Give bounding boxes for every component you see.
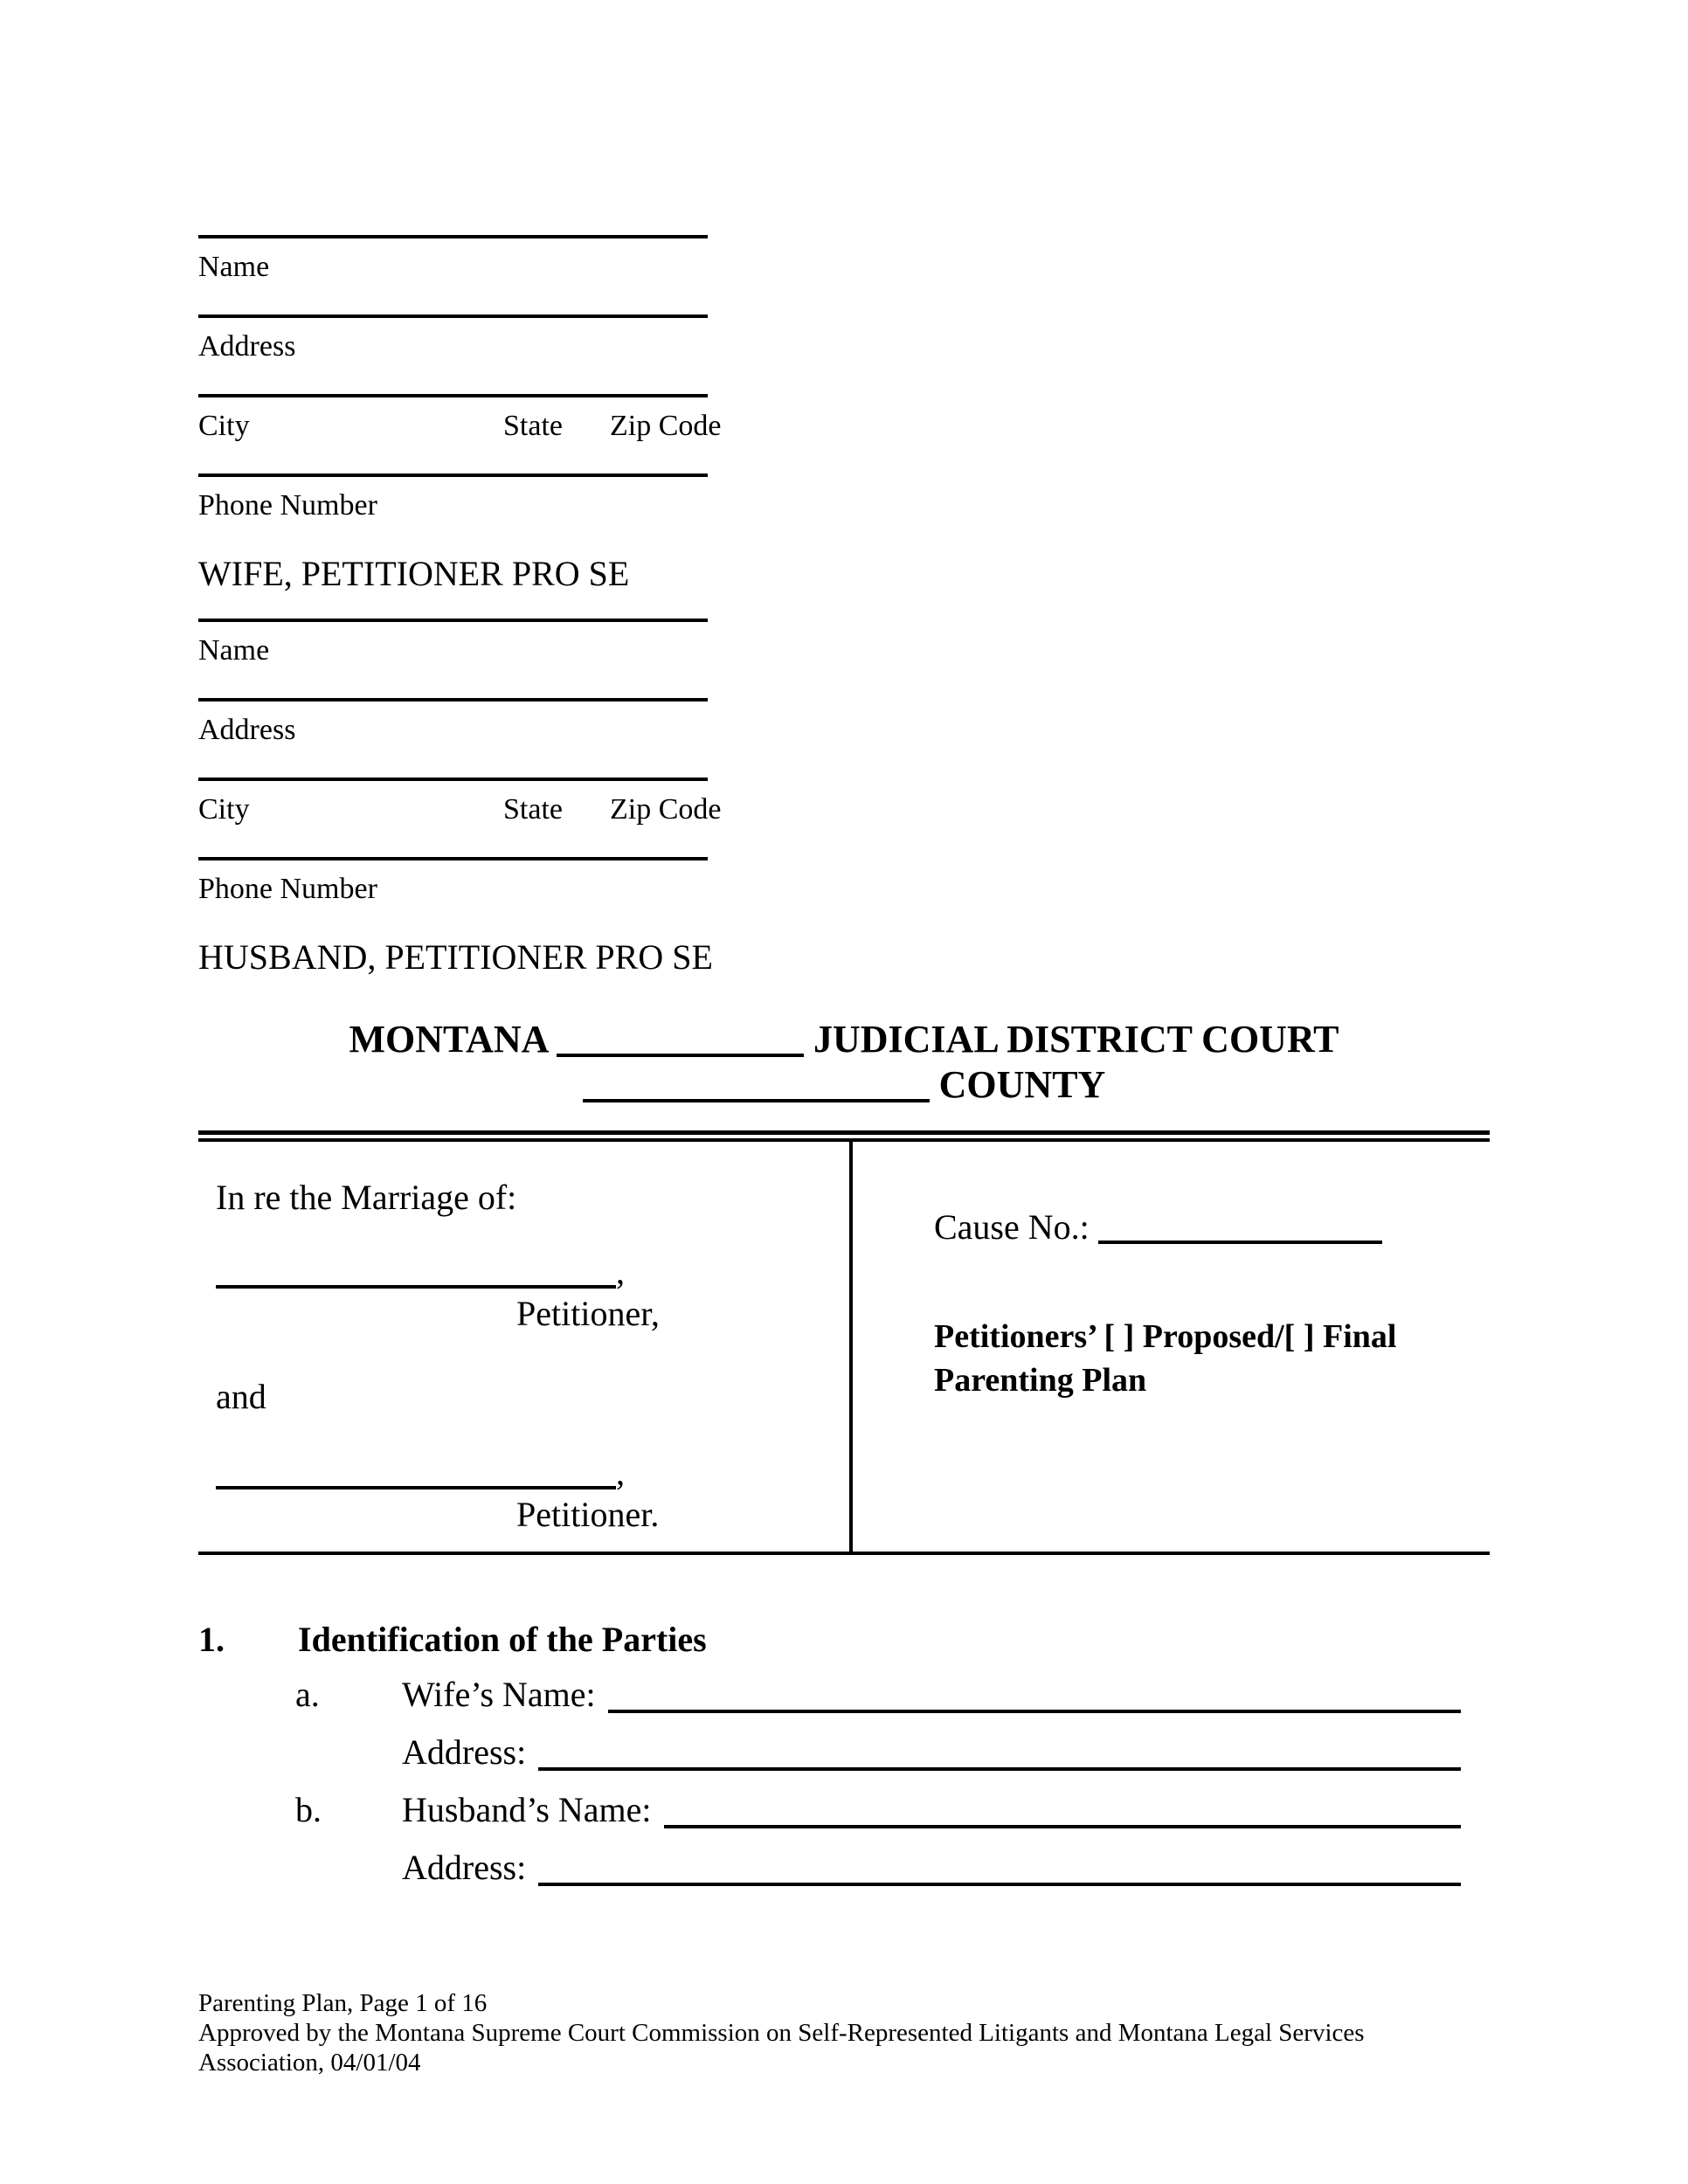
second-petitioner-name-blank[interactable] [216, 1486, 616, 1489]
phone-number-label: Phone Number [198, 873, 377, 905]
husband-party-designation: HUSBAND, PETITIONER PRO SE [198, 937, 713, 977]
section-title: Identification of the Parties [298, 1620, 707, 1659]
wife-address-blank-line[interactable] [198, 314, 708, 318]
wife-phone-blank-line[interactable] [198, 473, 708, 477]
document-title-line2: Parenting Plan [934, 1362, 1147, 1399]
husband-contact-block [198, 619, 722, 978]
cause-number-label: Cause No.: [934, 1207, 1090, 1247]
court-heading-line1 [198, 1017, 1490, 1062]
husband-name-item-label: Husband’s Name: [402, 1790, 652, 1829]
first-petitioner-name-row [216, 1251, 849, 1293]
husband-name-field [198, 619, 708, 669]
wife-address-item-blank[interactable] [538, 1767, 1461, 1771]
footer-approval-note: Approved by the Montana Supreme Court Commission on Self-Represented Litigants and Montana Legal Services Association, 04/01/04 [198, 2019, 1365, 2077]
conjunction-and: and [216, 1377, 266, 1416]
comma: , [616, 1453, 625, 1492]
wife-name-row [198, 1674, 1490, 1716]
husband-address-item-blank[interactable] [538, 1883, 1461, 1886]
court-heading-line2 [198, 1062, 1490, 1108]
item-letter: b. [295, 1790, 322, 1829]
address-label: Address [198, 714, 296, 746]
wife-phone-field [198, 473, 708, 524]
judicial-district-court-text: JUDICIAL DISTRICT COURT [813, 1018, 1339, 1061]
husband-city-state-zip-blank-line[interactable] [198, 778, 708, 781]
county-blank[interactable] [583, 1099, 930, 1102]
husband-name-blank-line[interactable] [198, 619, 708, 622]
petitioner-designation-first: Petitioner, [516, 1294, 660, 1333]
wife-party-designation: WIFE, PETITIONER PRO SE [198, 554, 630, 593]
caption-parties-column [198, 1142, 853, 1552]
wife-name-item-label: Wife’s Name: [402, 1675, 596, 1714]
wife-city-state-zip-blank-line[interactable] [198, 394, 708, 397]
wife-name-item-blank[interactable] [608, 1710, 1461, 1713]
husband-address-field [198, 698, 708, 749]
wife-address-row [198, 1731, 1490, 1773]
court-heading [198, 1017, 1490, 1108]
wife-name-field [198, 235, 708, 286]
city-label: City [198, 410, 250, 442]
name-label: Name [198, 251, 270, 283]
document-title [934, 1315, 1490, 1402]
zip-code-label: Zip Code [610, 793, 722, 826]
wife-city-state-zip-field [198, 394, 722, 445]
wife-address-item-label: Address: [402, 1732, 527, 1772]
item-letter: a. [295, 1675, 320, 1714]
wife-name-blank-line[interactable] [198, 235, 708, 238]
city-state-zip-labels [198, 791, 722, 828]
case-caption-box [198, 1142, 1490, 1555]
husband-address-blank-line[interactable] [198, 698, 708, 702]
in-re-label: In re the Marriage of: [216, 1178, 517, 1217]
caption-case-info-column [853, 1142, 1490, 1552]
husband-name-item-blank[interactable] [664, 1825, 1461, 1828]
husband-phone-field [198, 857, 708, 908]
petitioner-designation-second: Petitioner. [516, 1495, 660, 1534]
state-label: State [503, 793, 563, 826]
caption-top-double-line [198, 1130, 1490, 1142]
comma: , [616, 1252, 625, 1291]
state-name: MONTANA [349, 1018, 547, 1061]
county-text: COUNTY [938, 1063, 1106, 1106]
name-label: Name [198, 634, 270, 667]
section-1-items [198, 1674, 1490, 1889]
second-petitioner-name-row [216, 1452, 849, 1494]
cause-number-blank[interactable] [1098, 1241, 1382, 1244]
city-label: City [198, 793, 250, 826]
husband-address-item-label: Address: [402, 1848, 527, 1887]
first-petitioner-name-blank[interactable] [216, 1285, 616, 1289]
document-title-line1: Petitioners’ [ ] Proposed/[ ] Final [934, 1318, 1397, 1355]
section-number: 1. [198, 1620, 225, 1659]
state-label: State [503, 410, 563, 442]
husband-city-state-zip-field [198, 778, 722, 828]
husband-phone-blank-line[interactable] [198, 857, 708, 860]
city-state-zip-labels [198, 408, 722, 445]
footer-page-number: Parenting Plan, Page 1 of 16 [198, 1989, 488, 2017]
cause-number-row [934, 1206, 1490, 1248]
judicial-district-blank[interactable] [557, 1054, 804, 1057]
page-footer [198, 1988, 1490, 2077]
address-label: Address [198, 330, 296, 363]
wife-contact-block [198, 235, 722, 595]
wife-address-field [198, 314, 708, 365]
section-1-heading [198, 1620, 1490, 1660]
husband-name-row [198, 1789, 1490, 1831]
zip-code-label: Zip Code [610, 410, 722, 442]
phone-number-label: Phone Number [198, 489, 377, 522]
husband-address-row [198, 1847, 1490, 1889]
